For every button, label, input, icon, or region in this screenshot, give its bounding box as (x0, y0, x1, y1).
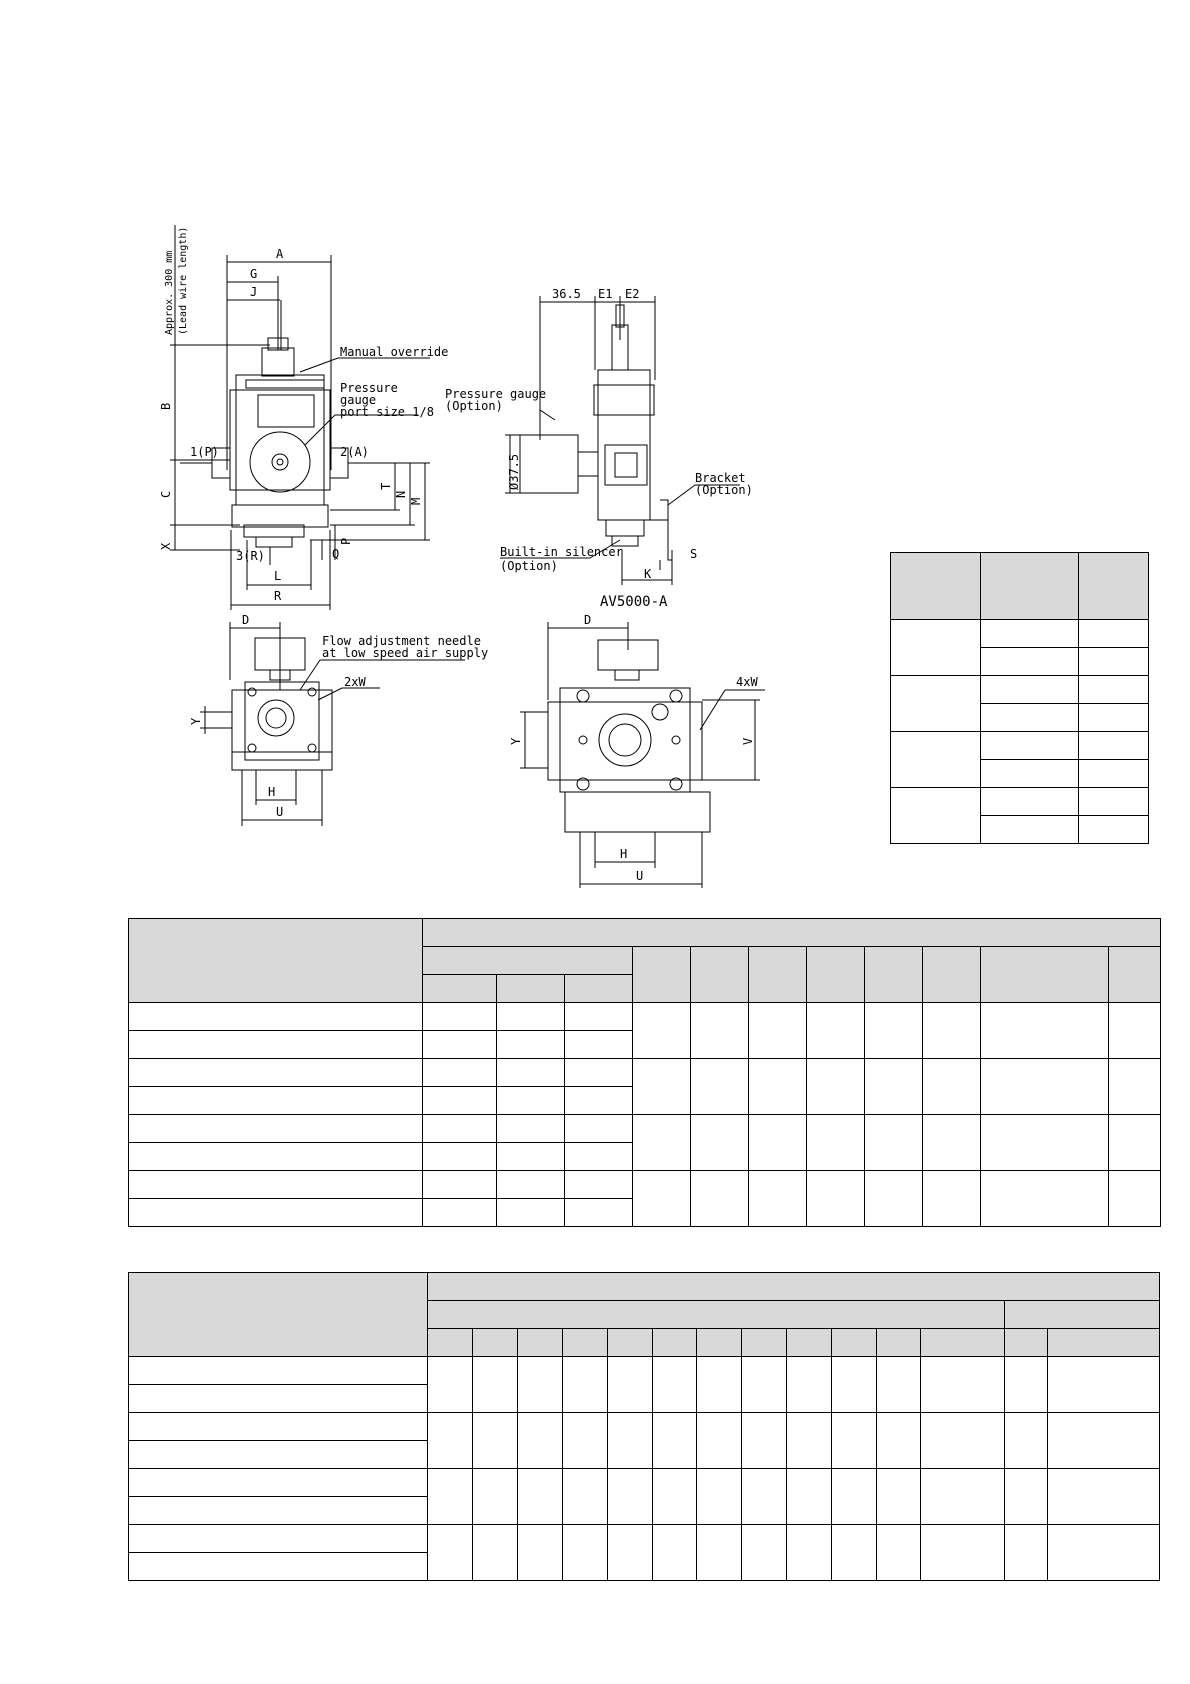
dim-T: T (379, 482, 393, 490)
port-1p-label: 1(P) (190, 445, 219, 459)
dim-M: M (409, 497, 423, 505)
dim-A: A (276, 247, 284, 261)
holes-2xW: 2xW (344, 675, 366, 689)
pressure-gauge-port-line2: gauge (340, 393, 377, 407)
pressure-gauge-option-line2: (Option) (445, 399, 503, 413)
bottom-view-right (520, 622, 765, 888)
table-row (129, 1059, 1161, 1087)
table-row (891, 732, 1149, 760)
dimension-table-2 (128, 1272, 1160, 1581)
bracket-option-line1: Bracket (695, 471, 746, 485)
holes-4xW: 4xW (736, 675, 758, 689)
dim-P: P (339, 537, 353, 545)
dim-U-left: U (276, 805, 284, 819)
dim-R: R (274, 589, 282, 603)
dim-Y-left: Y (189, 717, 203, 725)
dim-Q: Q (332, 547, 340, 561)
table-row (891, 553, 1149, 620)
flow-needle-line1: Flow adjustment needle (322, 634, 481, 648)
table-row (129, 1003, 1161, 1031)
port-2a-label: 2(A) (340, 445, 369, 459)
dim-N: N (394, 490, 408, 498)
dim-V-right: V (741, 737, 755, 745)
table-row (891, 788, 1149, 816)
dim-K: K (644, 567, 652, 581)
dim-B: B (159, 402, 173, 410)
table-row (129, 1525, 1160, 1553)
table-row (891, 676, 1149, 704)
manual-override-label: Manual override (340, 345, 449, 359)
dim-D-right: D (584, 613, 592, 627)
dim-E2: E2 (625, 287, 640, 301)
flow-needle-line2: at low speed air supply (322, 646, 489, 660)
dim-G: G (250, 267, 258, 281)
table-header-row (129, 919, 1161, 947)
lead-wire-note-line2: (Lead wire length) (178, 226, 189, 335)
dim-E1: E1 (598, 287, 613, 301)
port-3r-label: 3(R) (236, 549, 265, 563)
dim-H-right: H (620, 847, 628, 861)
table-row (129, 1413, 1160, 1441)
dimension-table-1 (128, 918, 1161, 1227)
dim-J: J (250, 285, 258, 299)
dim-C: C (159, 490, 173, 498)
dim-Y-right: Y (509, 737, 523, 745)
pressure-gauge-port-line3: port size 1/8 (340, 405, 434, 419)
side-view (500, 296, 740, 585)
silencer-option-line1: Built-in silencer (500, 545, 623, 559)
dim-H-left: H (268, 785, 276, 799)
pressure-gauge-port-line1: Pressure (340, 381, 398, 395)
table-row (129, 1171, 1161, 1199)
table-row (129, 1469, 1160, 1497)
table-row (129, 1115, 1161, 1143)
table-header-row (129, 1273, 1160, 1301)
dim-D-left: D (242, 613, 250, 627)
pressure-gauge-option-line1: Pressure gauge (445, 387, 547, 401)
lead-wire-note-line1: Approx. 300 mm (164, 250, 175, 335)
view-title-av5000-a: AV5000-A (600, 594, 668, 610)
bracket-option-line2: (Option) (695, 483, 753, 497)
small-spec-table (890, 552, 1149, 844)
dim-X: X (159, 542, 173, 550)
diameter-37-5: Ø37.5 (507, 453, 521, 490)
dim-U-right: U (636, 869, 644, 883)
dim-S: S (690, 547, 698, 561)
dim-36-5: 36.5 (552, 287, 581, 301)
silencer-option-line2: (Option) (500, 559, 558, 573)
table-row (129, 1357, 1160, 1385)
dim-L: L (274, 569, 282, 583)
table-row (891, 620, 1149, 648)
